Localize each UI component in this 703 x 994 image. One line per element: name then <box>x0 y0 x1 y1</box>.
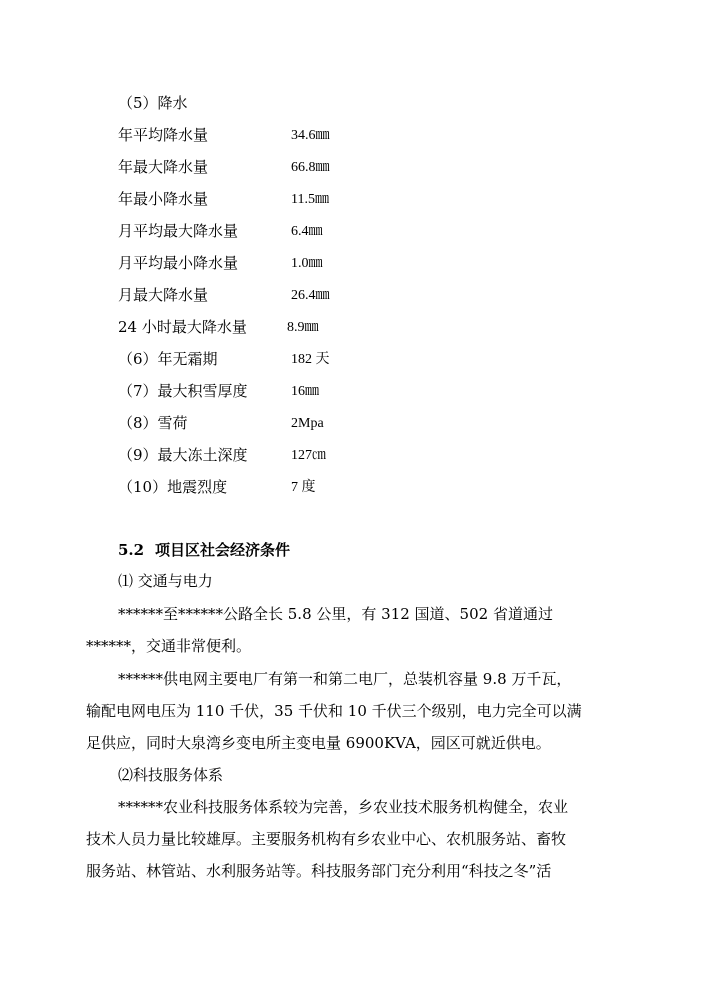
precip-value: 34.6㎜ <box>291 128 330 143</box>
precip-value: 26.4㎜ <box>291 288 330 303</box>
precip-label: 月平均最大降水量 <box>118 222 239 240</box>
precip-label: 月平均最小降水量 <box>118 254 239 272</box>
climate-item-label: （6）年无霜期 <box>118 350 218 368</box>
climate-item-value: 127㎝ <box>291 448 326 463</box>
subsection-title-transport: ⑴ 交通与电力 <box>118 572 213 590</box>
climate-item-label: （7）最大积雪厚度 <box>118 382 248 400</box>
precip-value: 66.8㎜ <box>291 160 330 175</box>
climate-item-value: 7 度 <box>291 480 316 495</box>
precip-label: 月最大降水量 <box>118 286 209 304</box>
climate-item-label: （9）最大冻土深度 <box>118 446 248 464</box>
precip-label: 年最小降水量 <box>118 190 209 208</box>
paragraph-line: ******供电网主要电厂有第一和第二电厂，总装机容量 9.8 万千瓦， <box>118 670 572 688</box>
section-number: 5.2 <box>118 541 145 559</box>
section-title: 项目区社会经济条件 <box>155 541 291 559</box>
paragraph-line: ******至******公路全长 5.8 公里，有 312 国道、502 省道通过 <box>118 605 553 623</box>
precip-label: 24 小时最大降水量 <box>118 318 247 336</box>
climate-item-value: 16㎜ <box>291 384 319 399</box>
precip-value: 1.0㎜ <box>291 256 323 271</box>
subsection-title-tech-service: ⑵科技服务体系 <box>118 766 224 784</box>
paragraph-line: 服务站、林管站、水利服务站等。科技服务部门充分利用“科技之冬”活 <box>86 862 552 880</box>
precip-value: 8.9㎜ <box>287 320 319 335</box>
paragraph-line: 足供应，同时大泉湾乡变电所主变电量 6900KVA，园区可就近供电。 <box>86 734 551 752</box>
climate-item-value: 2Mpa <box>291 416 324 431</box>
paragraph-line: ******农业科技服务体系较为完善，乡农业技术服务机构健全，农业 <box>118 798 569 816</box>
precip-label: 年最大降水量 <box>118 158 209 176</box>
climate-item-value: 182 天 <box>291 352 330 367</box>
paragraph-line: ******，交通非常便利。 <box>86 637 252 655</box>
climate-item-label: （8）雪荷 <box>118 414 188 432</box>
paragraph-line: 输配电网电压为 110 千伏，35 千伏和 10 千伏三个级别，电力完全可以满 <box>86 702 582 720</box>
climate-item-label: （10）地震烈度 <box>118 478 228 496</box>
section-title-precipitation: （5）降水 <box>118 94 188 112</box>
paragraph-line: 技术人员力量比较雄厚。主要服务机构有乡农业中心、农机服务站、畜牧 <box>86 830 567 848</box>
precip-value: 6.4㎜ <box>291 224 323 239</box>
precip-value: 11.5㎜ <box>291 192 329 207</box>
precip-label: 年平均降水量 <box>118 126 209 144</box>
